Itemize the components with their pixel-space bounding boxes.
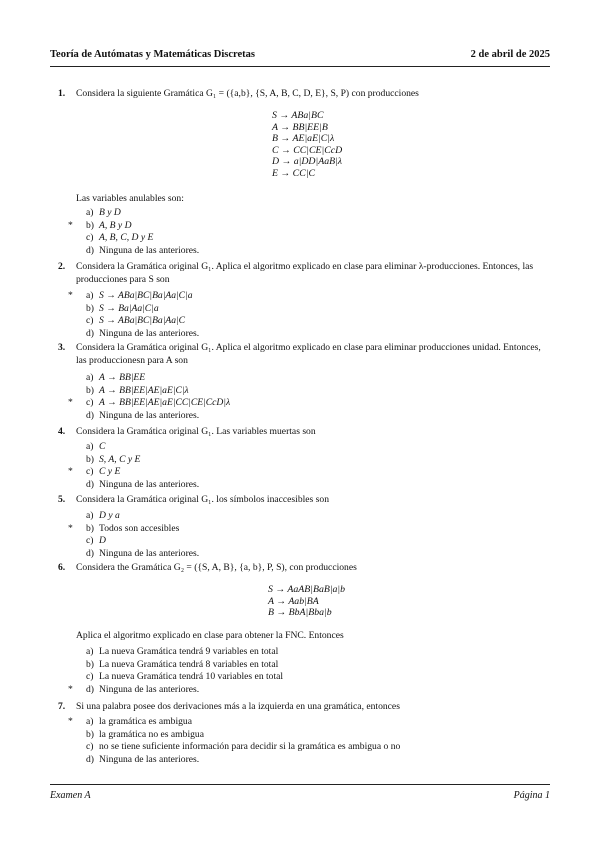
option[interactable]: b) La nueva Gramática tendrá 8 variables en total <box>86 658 279 670</box>
option[interactable]: c) S → ABa|BC|Ba|Aa|C <box>86 315 186 327</box>
question-1: 1. Considera la siguiente Gramática G₁ = ({a,b}, {S, A, B, C, D, E}, S, P) con producciones <box>58 88 419 99</box>
question-6: 6. Considera the Gramática G₂ = ({S, A, B}, {a, b}, P, S), con producciones <box>58 562 357 573</box>
page-header <box>50 49 550 60</box>
correct-marker: * <box>68 219 73 231</box>
question-4: 4. Considera la Gramática original G₁. Las variables muertas son <box>58 426 316 437</box>
q7-options <box>68 716 401 766</box>
q6-prompt: Aplica el algoritmo explicado en clase para obtener la FNC. Entonces <box>76 630 344 641</box>
question-5: 5. Considera la Gramática original G₁. los símbolos inaccesibles son <box>58 494 329 505</box>
option[interactable]: * c) C y E <box>68 466 121 478</box>
option[interactable]: c) no se tiene suficiente información para decidir si la gramática es ambigua o no <box>86 741 401 753</box>
option[interactable]: c) D <box>86 535 106 547</box>
option[interactable]: * b) Todos son accesibles <box>68 522 180 534</box>
correct-marker: * <box>68 397 73 409</box>
q1-options <box>68 207 200 257</box>
option[interactable]: * b) A, B y D <box>68 219 132 231</box>
option[interactable]: b) la gramática no es ambigua <box>86 728 204 740</box>
option[interactable]: c) La nueva Gramática tendrá 10 variables en total <box>86 671 284 683</box>
option[interactable]: c) A, B, C, D y E <box>86 232 154 244</box>
q1-prompt: Las variables anulables son: <box>76 193 184 204</box>
q2-options <box>68 290 200 340</box>
option[interactable]: a) B y D <box>86 207 121 218</box>
course-title: Teoría de Autómatas y Matemáticas Discretas <box>50 49 256 60</box>
correct-marker: * <box>68 290 73 301</box>
option[interactable]: a) C <box>86 441 106 452</box>
option[interactable]: d) Ninguna de las anteriores. <box>86 409 200 421</box>
option[interactable]: b) S → Ba|Aa|C|a <box>86 302 159 314</box>
q4-options <box>68 441 200 491</box>
option[interactable]: d) Ninguna de las anteriores. <box>86 327 200 339</box>
option[interactable]: d) Ninguna de las anteriores. <box>86 753 200 765</box>
page-number: Página 1 <box>513 790 550 801</box>
exam-date: 2 de abril de 2025 <box>470 49 550 60</box>
footer-rule <box>50 784 550 785</box>
q3-options <box>68 372 231 422</box>
option[interactable]: d) Ninguna de las anteriores. <box>86 244 200 256</box>
exam-label: Examen A <box>50 790 91 801</box>
question-2: 2. Considera la Gramática original G₁. Aplica el algoritmo explicado en clase para eliminar λ-producciones. Entonces, las producciones para S son <box>58 261 534 285</box>
q6-options <box>68 646 284 696</box>
option[interactable]: * d) Ninguna de las anteriores. <box>68 683 200 695</box>
option[interactable]: b) S, A, C y E <box>86 453 141 465</box>
option[interactable]: * a) S → ABa|BC|Ba|Aa|C|a <box>68 290 193 301</box>
correct-marker: * <box>68 683 73 695</box>
question-3: 3. Considera la Gramática original G₁. Aplica el algoritmo explicado en clase para eliminar producciones unidad. Entonces, las produccionesn para A son <box>58 342 541 366</box>
option[interactable]: a) La nueva Gramática tendrá 9 variables en total <box>86 646 279 657</box>
page-footer <box>50 790 550 801</box>
q5-options <box>68 510 200 560</box>
q1-productions: S → ABa|BC A → BB|EE|B B → AE|aE|C|λ C → CC|CE|CcD D → a|DD|AaB|λ E → CC|C <box>272 110 343 179</box>
header-rule <box>50 66 550 67</box>
option[interactable]: a) A → BB|EE <box>86 372 146 383</box>
option[interactable]: d) Ninguna de las anteriores. <box>86 478 200 490</box>
correct-marker: * <box>68 716 73 727</box>
option[interactable]: * a) la gramática es ambigua <box>68 716 192 727</box>
correct-marker: * <box>68 466 73 478</box>
option[interactable]: * c) A → BB|EE|AE|aE|CC|CE|CcD|λ <box>68 397 231 409</box>
question-7: 7. Si una palabra posee dos derivaciones más a la izquierda en una gramática, entonces <box>58 701 400 712</box>
option[interactable]: d) Ninguna de las anteriores. <box>86 547 200 559</box>
option[interactable]: a) D y a <box>86 510 120 521</box>
q6-productions: S → AaAB|BaB|a|b A → Aab|BA B → BbA|Bba|b <box>268 584 346 619</box>
correct-marker: * <box>68 522 73 534</box>
option[interactable]: b) A → BB|EE|AE|aE|C|λ <box>86 384 189 396</box>
